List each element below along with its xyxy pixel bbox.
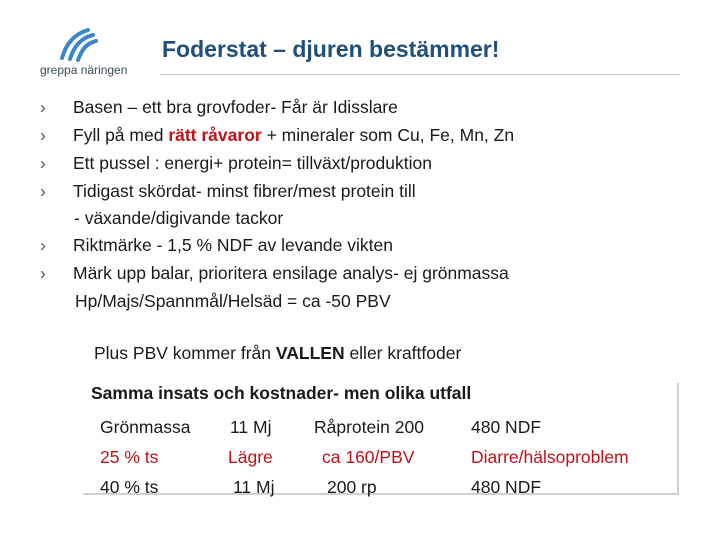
comparison-cell-highlight: ca 160/PBV — [322, 447, 415, 467]
plus-text-start: Plus PBV kommer från — [94, 343, 276, 363]
bullet-text: Basen – ett bra grovfoder- Får är Idisslare — [73, 97, 398, 117]
comparison-cell: 40 % ts — [100, 477, 159, 497]
title-divider — [160, 74, 680, 75]
logo-text: greppa näringen — [40, 63, 128, 77]
bullet-chevron-icon: › — [40, 181, 46, 201]
bullet-chevron-icon: › — [40, 97, 46, 117]
plus-text-bold: VALLEN — [275, 343, 345, 363]
bullet-item — [40, 177, 700, 205]
highlight-text: rätt råvaror — [168, 125, 262, 145]
comparison-box — [83, 375, 679, 495]
bullet-item — [40, 121, 700, 149]
bullet-chevron-icon: › — [40, 125, 46, 145]
box-shadow-bottom — [83, 493, 679, 495]
comparison-cell: 11 Mj — [230, 417, 272, 437]
plus-pbv-line — [94, 343, 461, 364]
bullet-continuation-text: - växande/digivande tackor — [74, 208, 284, 228]
bullet-text: Märk upp balar, prioritera ensilage analys- ej grönmassa — [73, 263, 509, 283]
comparison-cell: Råprotein 200 — [314, 417, 424, 437]
comparison-cell: 11 Mj — [233, 477, 275, 497]
bullet-item — [40, 231, 700, 259]
bullet-item — [40, 149, 700, 177]
comparison-heading: Samma insats och kostnader- men olika utfall — [91, 383, 472, 403]
comparison-cell-highlight: 25 % ts — [100, 447, 159, 467]
greppa-waves-icon — [58, 28, 98, 62]
bullet-chevron-icon: › — [40, 263, 46, 283]
bullet-list — [40, 93, 700, 287]
slide-title: Foderstat – djuren bestämmer! — [162, 36, 500, 62]
comparison-cell: 480 NDF — [471, 417, 542, 437]
bullet-item — [40, 93, 700, 121]
plus-text-end: eller kraftfoder — [344, 343, 462, 363]
bullet-text — [73, 121, 514, 149]
greppa-logo — [40, 28, 140, 80]
bullet-text: Ett pussel : energi+ protein= tillväxt/produktion — [73, 153, 432, 173]
comparison-cell: 200 rp — [327, 477, 377, 497]
box-shadow-right — [677, 383, 679, 495]
pbv-line: Hp/Majs/Spannmål/Helsäd = ca -50 PBV — [75, 291, 391, 311]
comparison-cell: 480 NDF — [471, 477, 542, 497]
bullet-text: Riktmärke - 1,5 % NDF av levande vikten — [73, 235, 393, 255]
bullet-chevron-icon: › — [40, 235, 46, 255]
bullet-text: Tidigast skördat- minst fibrer/mest protein till — [73, 181, 416, 201]
comparison-cell: Grönmassa — [100, 417, 191, 437]
comparison-cell-highlight: Diarre/hälsoproblem — [471, 447, 629, 467]
bullet-chevron-icon: › — [40, 153, 46, 173]
comparison-cell-highlight: Lägre — [228, 447, 273, 467]
bullet-text-start: Fyll på med — [73, 125, 169, 145]
bullet-text-end: + mineraler som Cu, Fe, Mn, Zn — [261, 125, 515, 145]
bullet-item — [40, 259, 700, 287]
bullet-continuation — [40, 205, 700, 231]
